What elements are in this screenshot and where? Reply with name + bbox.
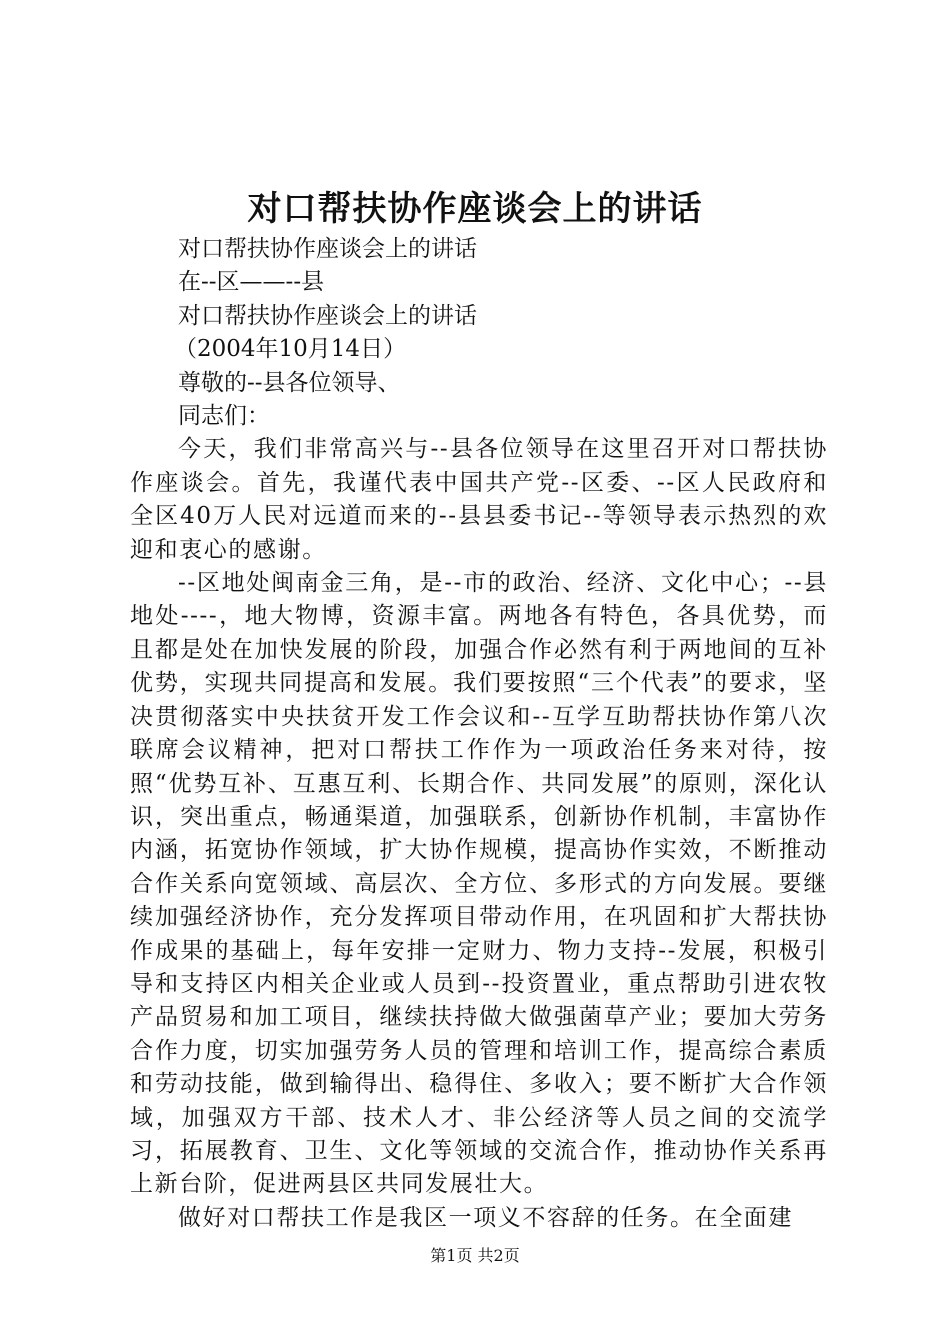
header-line-salutation: 尊敬的--县各位领导、 <box>178 369 401 396</box>
document-title: 对口帮扶协作座谈会上的讲话 <box>247 189 703 229</box>
body-paragraph-cooperation: --区地处闽南金三角，是--市的政治、经济、文化中心；--县地处----，地大物博，资源丰富。两地各有特色，各具优势，而且都是处在加快发展的阶段，加强合作必然有利于两地间的互补优势，实现共同提高和发展。我们要按照“三个代表”的要求，坚决贯彻落实中央扶贫开发工作会议和--互学互助帮扶协作第八次联席会议精神，把对口帮扶工作作为一项政治任务来对待，按照“优势互补、互惠互利、长期合作、共同发展”的原则，深化认识，突出重点，畅通渠道，加强联系，创新协作机制，丰富协作内涵，拓宽协作领域，扩大协作规模，提高协作实效，不断推动合作关系向宽领域、高层次、全方位、多形式的方向发展。要继续加强经济协作，充分发挥项目带动作用，在巩固和扩大帮扶协作成果的基础上，每年安排一定财力、物力支持--发展，积极引导和支持区内相关企业或人员到--投资置业，重点帮助引进农牧产品贸易和加工项目，继续扶持做大做强菌草产业；要加大劳务合作力度，切实加强劳务人员的管理和培训工作，提高综合素质和劳动技能，做到输得出、稳得住、多收入；要不断扩大合作领域，加强双方干部、技术人才、非公经济等人员之间的交流学习，拓展教育、卫生、文化等领域的交流合作，推动协作关系再上新台阶，促进两县区共同发展壮大。 <box>130 570 828 1198</box>
header-line-location: 在--区——--县 <box>178 269 325 296</box>
header-line-speech-title: 对口帮扶协作座谈会上的讲话 <box>178 302 477 329</box>
document-body <box>130 233 828 1235</box>
header-line-date: （2004年10月14日） <box>174 336 407 363</box>
header-line-comrades: 同志们： <box>178 403 270 430</box>
body-paragraph-opening: 今天，我们非常高兴与--县各位领导在这里召开对口帮扶协作座谈会。首先，我谨代表中国共产党--区委、--区人民政府和全区40万人民对远道而来的--县县委书记--等领导表示热烈的欢迎和衷心的感谢。 <box>130 436 828 563</box>
header-line-subtitle: 对口帮扶协作座谈会上的讲话 <box>178 236 477 262</box>
page-footer: 第1页 共2页 <box>430 1246 520 1265</box>
body-paragraph-task: 做好对口帮扶工作是我区一项义不容辞的任务。在全面建 <box>178 1204 793 1231</box>
